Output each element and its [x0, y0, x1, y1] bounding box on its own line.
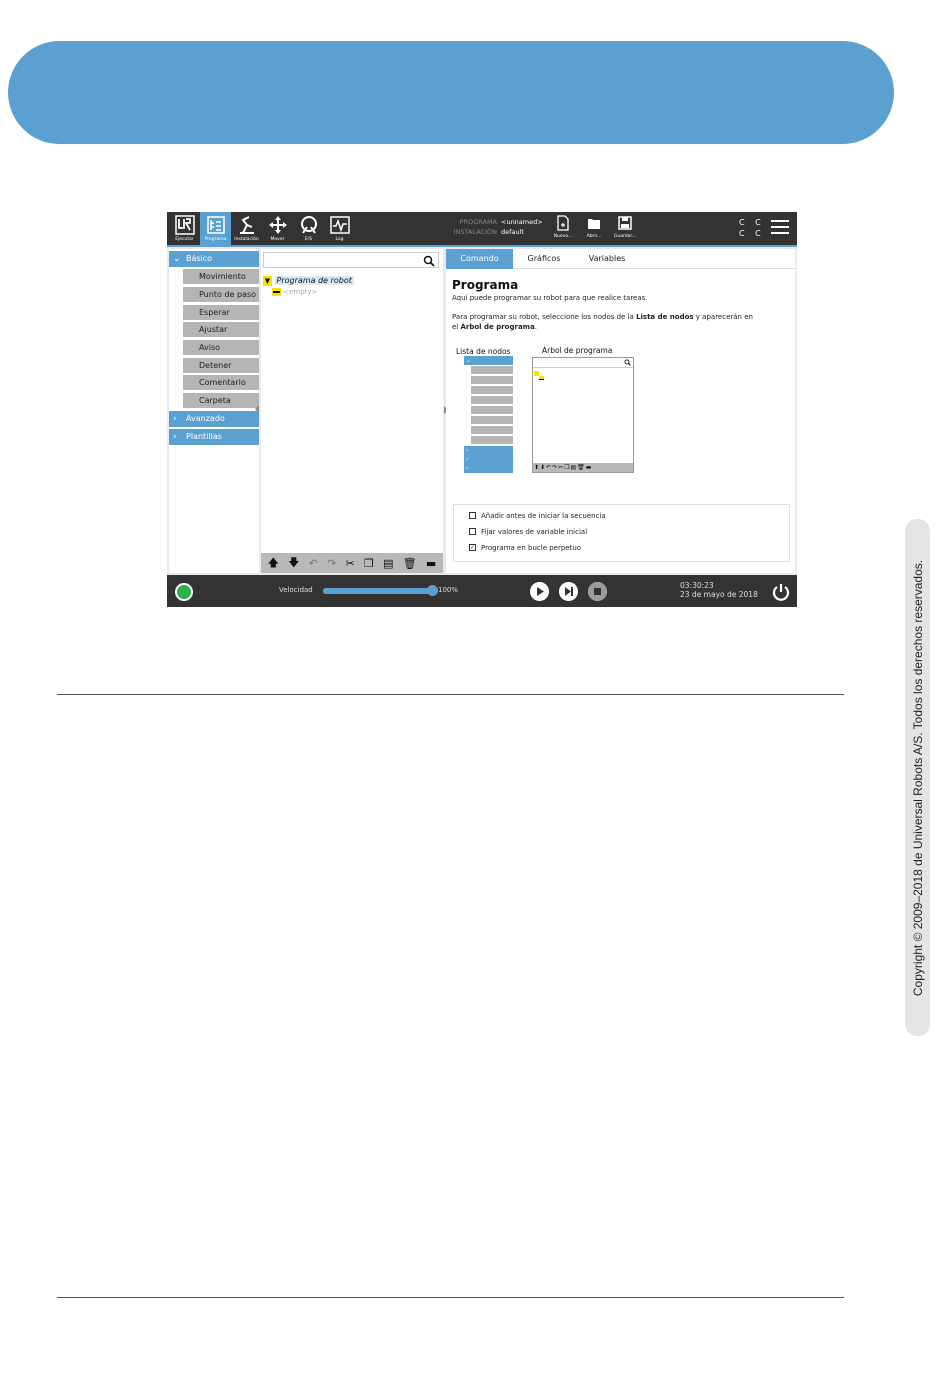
- speed-value: 100%: [438, 586, 459, 594]
- main-area: [167, 247, 797, 575]
- save-label: Guardar...: [613, 234, 637, 239]
- ur-logo-icon: [175, 215, 195, 235]
- tree-root-node[interactable]: [263, 276, 354, 287]
- installation-name: default: [501, 228, 524, 236]
- robot-status-indicator[interactable]: [175, 583, 193, 601]
- empty-node-icon: [272, 288, 281, 296]
- move-down-icon[interactable]: 🡇: [288, 555, 300, 569]
- chevron-down-icon: ⌄: [173, 254, 181, 264]
- node-waypoint[interactable]: Punto de paso: [183, 287, 259, 303]
- power-icon[interactable]: [771, 582, 791, 602]
- speed-slider-knob[interactable]: [427, 585, 438, 596]
- nav-label: Ejecutar: [175, 237, 194, 242]
- copyright-text: Copyright © 2009–2018 de Universal Robots A/S. Todos los derechos reservados.: [910, 559, 925, 996]
- mini-category: ›: [464, 464, 513, 473]
- node-list: [169, 249, 259, 573]
- program-tree-header: Árbol de programa: [542, 346, 613, 355]
- tree-empty-label: <empty>: [283, 288, 318, 296]
- polyscope-screenshot: [167, 212, 797, 607]
- copyright-tab: [905, 519, 930, 1036]
- delete-icon[interactable]: 🗑: [402, 556, 417, 570]
- save-button[interactable]: [611, 215, 639, 243]
- instruction-text-2: el Árbol de programa.: [452, 323, 537, 331]
- installation-icon: [237, 215, 257, 235]
- nav-run-button[interactable]: [169, 212, 200, 245]
- mini-program-tree-illustration: [532, 357, 634, 473]
- mini-category: ⌄: [464, 356, 513, 365]
- tree-root-label: Programa de robot: [276, 276, 352, 285]
- tab-bar: [446, 249, 795, 269]
- mini-node: [471, 416, 513, 425]
- program-name: <unnamed>: [501, 218, 543, 226]
- mini-node: [471, 426, 513, 435]
- mini-category: ›: [464, 455, 513, 464]
- cut-icon[interactable]: ✂: [345, 556, 355, 570]
- chevron-right-icon: ›: [173, 432, 177, 442]
- speed-slider-fill: [323, 588, 433, 594]
- mini-category: ›: [464, 446, 513, 455]
- program-info: [447, 217, 543, 237]
- category-label: Plantillas: [186, 432, 222, 441]
- node-comment[interactable]: Comentario: [183, 375, 259, 391]
- program-icon: [206, 215, 226, 235]
- mini-node: [471, 376, 513, 385]
- nav-label: E/S: [304, 237, 313, 242]
- tab-graphics[interactable]: Gráficos: [527, 254, 561, 263]
- redo-icon[interactable]: ↷: [327, 556, 337, 570]
- mini-node: [471, 386, 513, 395]
- save-icon: [618, 215, 632, 231]
- open-label: Abrir...: [586, 234, 602, 239]
- open-button[interactable]: [580, 215, 608, 243]
- play-icon[interactable]: [530, 582, 549, 601]
- program-tree-panel: [261, 249, 443, 573]
- suppress-icon[interactable]: ▬: [425, 556, 437, 570]
- collapse-left-handle[interactable]: [255, 405, 259, 413]
- move-up-icon[interactable]: 🡅: [267, 555, 279, 569]
- category-templates[interactable]: [169, 429, 259, 445]
- nav-label: Programa: [204, 237, 227, 242]
- time-text: 03:30:23: [680, 581, 714, 590]
- installation-key: INSTALACIÓN: [453, 228, 497, 236]
- horizontal-rule: [57, 1297, 844, 1298]
- nodes-list-header: Lista de nodos: [456, 347, 511, 356]
- horizontal-rule: [57, 694, 844, 695]
- clock: [680, 581, 758, 599]
- move-icon: [268, 215, 288, 235]
- checkbox-unchecked[interactable]: [469, 512, 476, 519]
- header-banner: [8, 41, 894, 144]
- nav-label: Log: [335, 237, 344, 242]
- date-text: 23 de mayo de 2018: [680, 590, 758, 599]
- node-halt[interactable]: Detener: [183, 358, 259, 374]
- tab-variables[interactable]: Variables: [588, 254, 626, 263]
- chevron-right-icon: ›: [173, 414, 177, 424]
- copy-icon[interactable]: ❐: [363, 556, 374, 570]
- speed-control-indicator[interactable]: [739, 217, 765, 239]
- mini-toolbar: ⬆⬇↶↷✂❐▤🗑▬: [533, 463, 633, 472]
- speed-label: Velocidad: [279, 586, 313, 594]
- search-icon: [624, 359, 631, 366]
- category-advanced[interactable]: [169, 411, 259, 427]
- cc-line: C C: [739, 229, 765, 238]
- panel-title: Programa: [452, 278, 519, 292]
- new-file-icon: [556, 215, 570, 231]
- node-folder[interactable]: Carpeta: [183, 393, 259, 409]
- hamburger-menu-icon[interactable]: [771, 220, 789, 236]
- mini-empty-node: [539, 376, 544, 380]
- expand-arrow-icon: ▼: [264, 277, 271, 285]
- nav-io-button[interactable]: [293, 212, 324, 245]
- nav-installation-button[interactable]: [231, 212, 262, 245]
- node-popup[interactable]: Aviso: [183, 340, 259, 356]
- mini-node: [471, 366, 513, 375]
- option-label: Añadir antes de iniciar la secuencia: [481, 512, 606, 520]
- program-key: PROGRAMA: [459, 218, 497, 226]
- option-add-before-start[interactable]: [469, 512, 606, 520]
- category-label: Avanzado: [186, 414, 225, 423]
- nav-label: Mover: [270, 237, 285, 242]
- option-label: Fijar valores de variable inicial: [481, 528, 588, 536]
- tree-empty-node[interactable]: [272, 288, 317, 298]
- mini-node: [471, 436, 513, 445]
- category-basic[interactable]: [169, 251, 259, 267]
- folder-icon: [587, 215, 601, 231]
- node-set[interactable]: Ajustar: [183, 322, 259, 338]
- program-options: [453, 504, 790, 562]
- option-label: Programa en bucle perpetuo: [481, 544, 582, 552]
- category-label: Básico: [186, 254, 213, 263]
- nav-program-button[interactable]: [200, 212, 231, 245]
- undo-icon[interactable]: ↶: [308, 556, 318, 570]
- node-wait[interactable]: Esperar: [183, 305, 259, 321]
- option-set-initial-values[interactable]: [469, 528, 587, 536]
- checkbox-unchecked[interactable]: [469, 528, 476, 535]
- intro-text: Aquí puede programar su robot para que realice tareas.: [452, 294, 648, 302]
- instruction-text-1: Para programar su robot, seleccione los nodos de la Lista de nodos y aparecerán en: [452, 313, 753, 321]
- mini-node-list-illustration: [464, 356, 513, 473]
- cc-line: C C: [739, 218, 765, 227]
- new-label: Nuevo...: [553, 234, 573, 239]
- io-icon: [299, 215, 319, 235]
- option-loop-forever[interactable]: [469, 544, 581, 552]
- stop-icon[interactable]: [588, 582, 607, 601]
- nav-label: Instalación: [234, 237, 259, 242]
- nav-move-button[interactable]: [262, 212, 293, 245]
- new-button[interactable]: [549, 215, 577, 243]
- bottom-bar: [167, 575, 797, 607]
- node-movement[interactable]: Movimiento: [183, 269, 259, 285]
- mini-node: [471, 406, 513, 415]
- log-icon: [330, 215, 350, 235]
- nav-log-button[interactable]: [324, 212, 355, 245]
- mini-search: [533, 358, 633, 368]
- checkbox-checked[interactable]: ✓: [470, 543, 476, 551]
- tree-search-input[interactable]: [263, 252, 439, 268]
- speed-slider[interactable]: [323, 588, 433, 594]
- tree-toolbar: [261, 553, 443, 573]
- command-panel: [446, 249, 795, 573]
- mini-node: [471, 396, 513, 405]
- search-icon: [423, 255, 435, 267]
- tab-command[interactable]: Comando: [446, 249, 513, 269]
- top-bar: [167, 212, 797, 245]
- step-icon[interactable]: [559, 582, 578, 601]
- paste-icon[interactable]: ▤: [383, 556, 394, 570]
